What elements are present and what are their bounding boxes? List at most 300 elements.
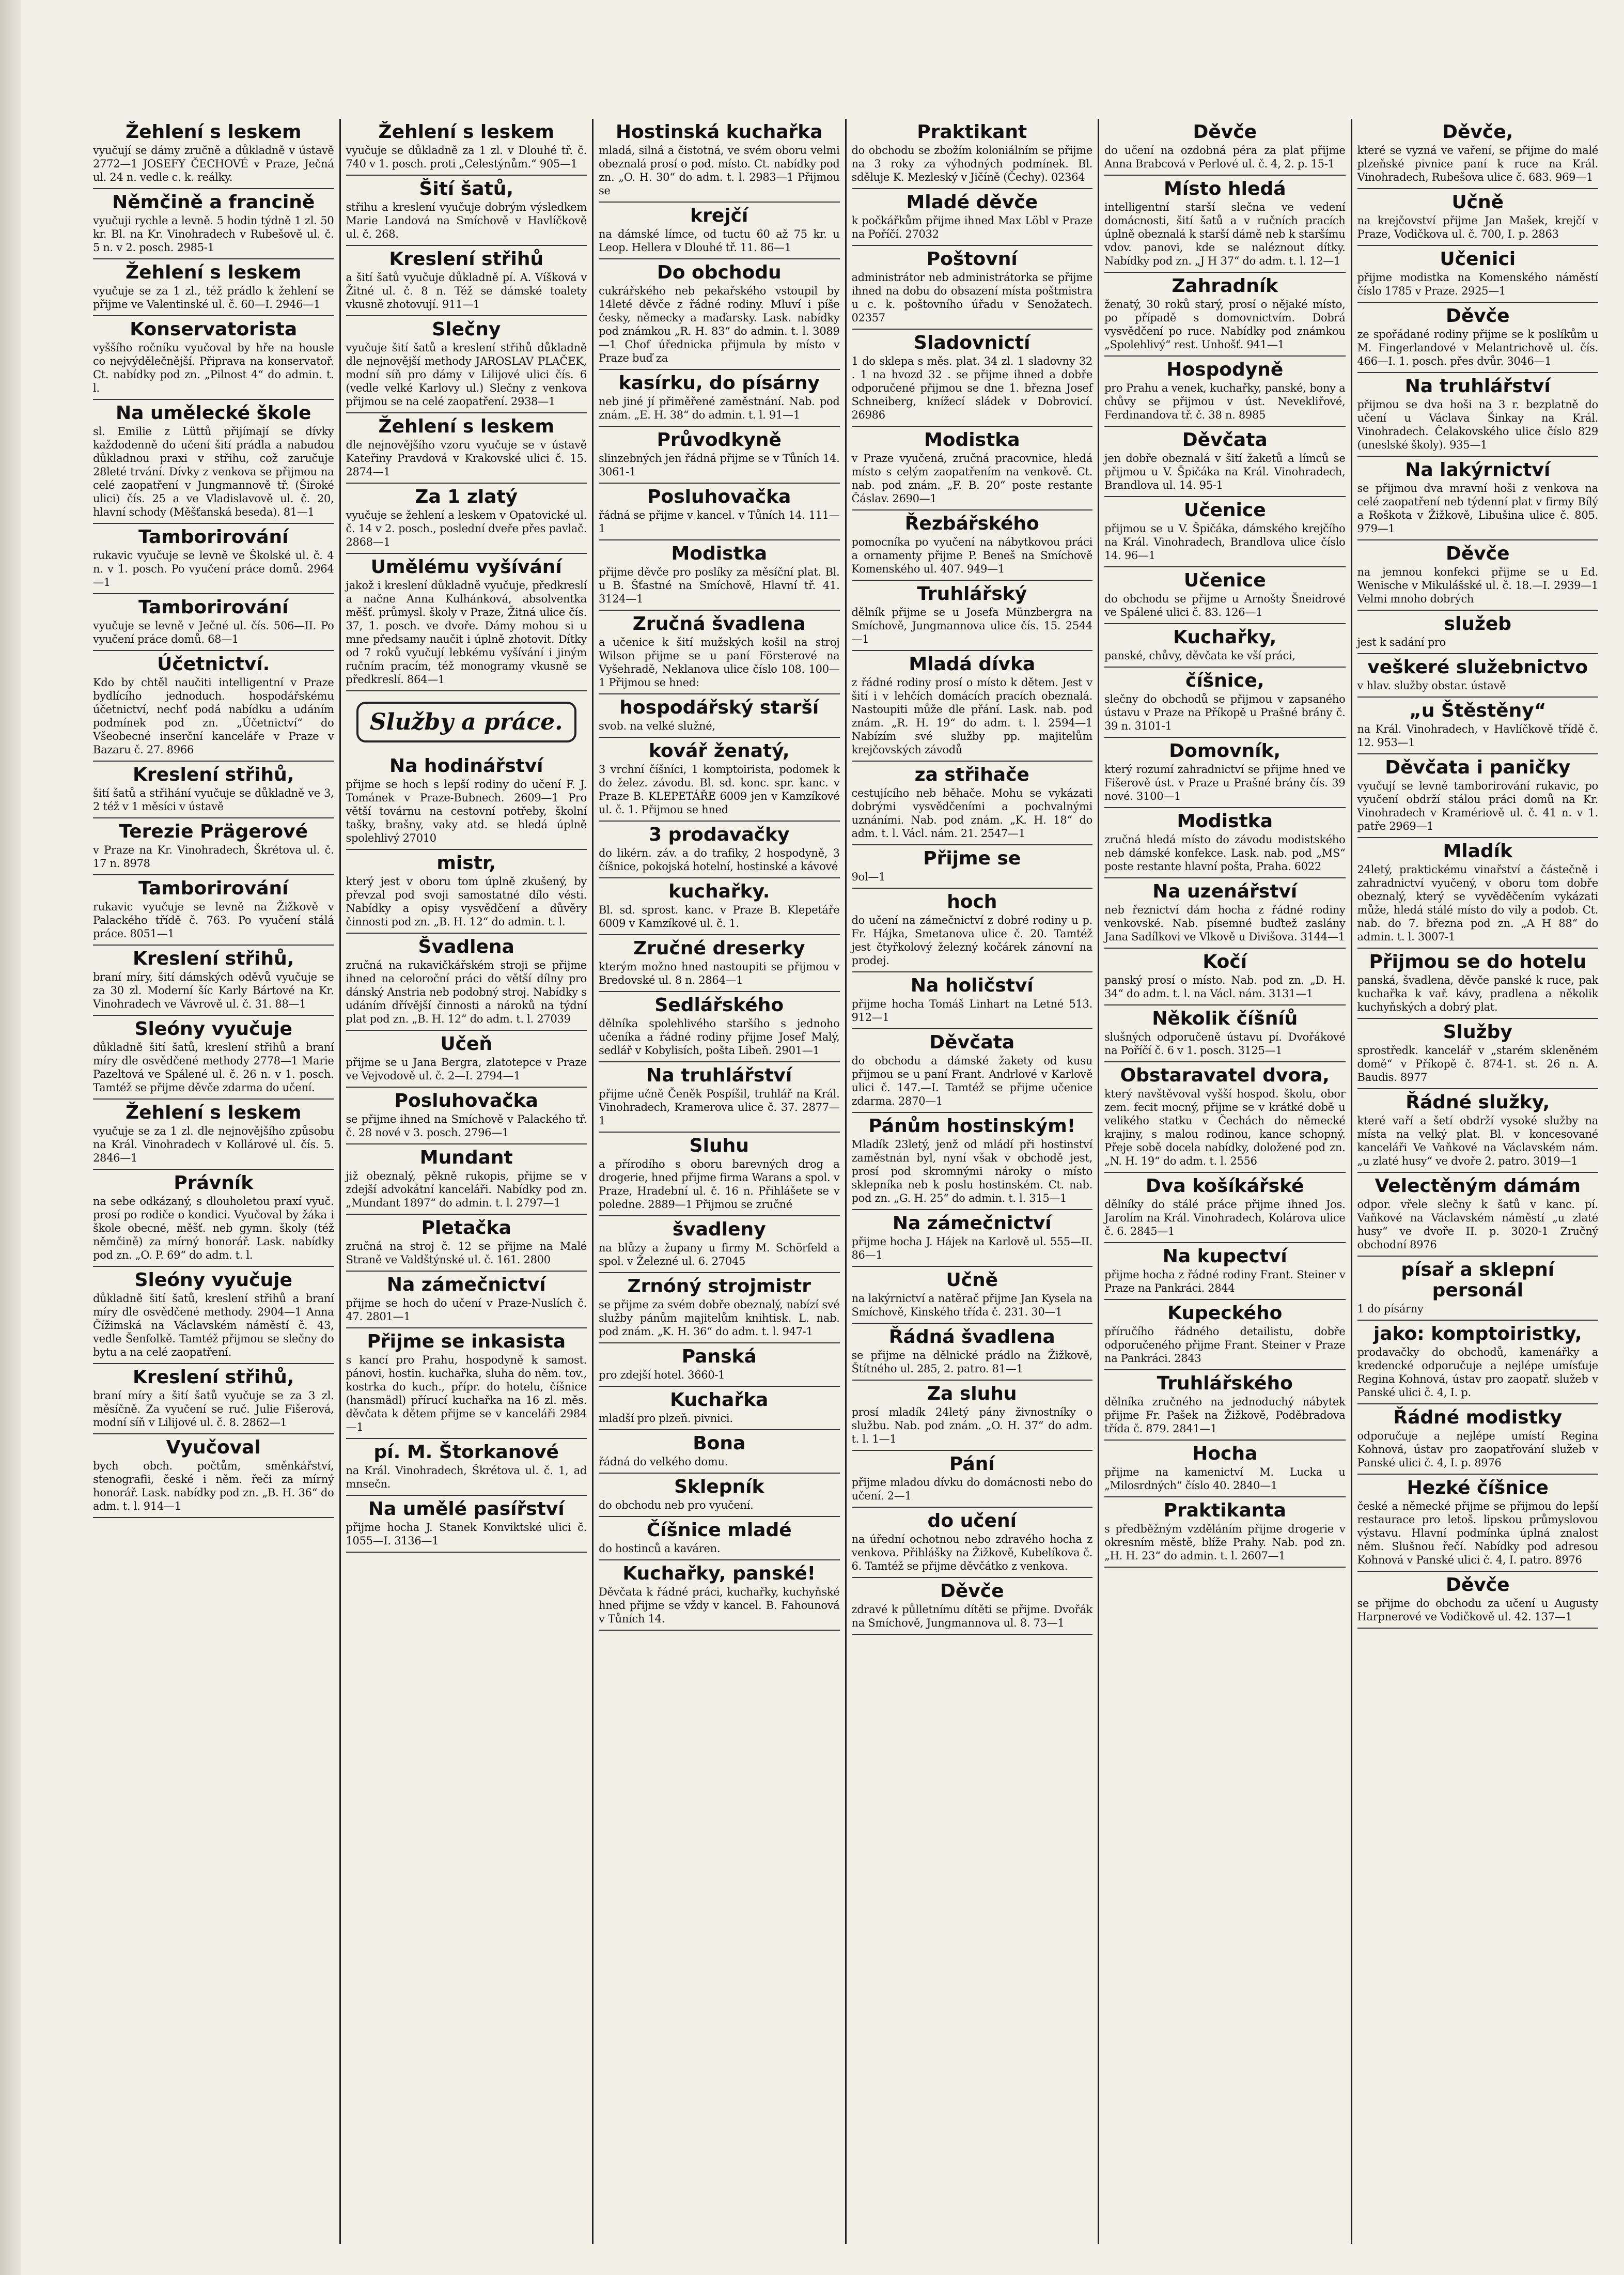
ad-heading: Děvčata — [1182, 429, 1268, 451]
ad-heading: Hostinská kuchařka — [616, 121, 823, 143]
ad-body: který jest v oboru tom úplně zkušený, by převzal pod svoji samostatné dílo vésti. Nabídky a opisy vysvědčení a důvěry činnosti pod zn. „B. H. 12“ do admin. t. l. — [346, 875, 587, 928]
ad-body: mladá, silná a čistotná, ve svém oboru velmi obeznalá prosí o pod. místo. Ct. nabídky pod zn. „O. H. 30“ do adm. t. l. 2983—1 Přijmou se — [599, 144, 840, 197]
classified-ad — [599, 611, 840, 694]
classified-ad — [1357, 1572, 1599, 1629]
ad-body: svob. na velké služné, — [599, 720, 715, 732]
ad-heading: hoch — [947, 891, 997, 912]
classified-ad — [93, 1100, 334, 1170]
classified-ad — [93, 524, 334, 594]
classified-ad — [852, 1029, 1093, 1113]
ad-body: dělníka spolehlivého staršího s jednoho učeníka a řádné rodiny přijme Josef Malý, sedlář v Kobylisích, pošta Libeň. 2901—1 — [599, 1017, 840, 1057]
ad-heading: Na zámečnictví — [386, 1274, 546, 1295]
ad-body: se přijme do obchodu za učení u Augusty Harpnerové ve Vodičkově ul. 42. 137—1 — [1357, 1597, 1598, 1623]
column-4 — [847, 119, 1100, 2244]
ad-body: Děvčata k řádné práci, kuchařky, kuchyňské hned přijme se vždy v kancel. B. Fahounová v Tůních 14. — [599, 1586, 840, 1625]
ad-body: a šití šatů vyučuje důkladně pí. A. Víšková v Žitné ul. č. 8 n. Též se dámské toalety vkusně zhotovují. 911—1 — [346, 271, 587, 311]
ad-body: přijme hocha J. Stanek Konviktské ulici č. 1055—I. 3136—1 — [346, 1521, 587, 1547]
ad-heading: Modistka — [924, 429, 1020, 451]
classified-ad — [1357, 540, 1599, 611]
ad-heading: Na truhlářství — [1404, 376, 1551, 397]
classified-ad — [1357, 1321, 1599, 1404]
ad-heading: Konservatorista — [130, 319, 298, 340]
ad-body: důkladně šití šatů, kreslení střihů a braní míry dle osvědčené methody 2778—1 Marie Pazeltová ve Spálené ul. č. 26 n. v 1. posch. Tamtéž se přijme děvče zdarma do učení. — [93, 1041, 334, 1094]
classified-ad — [599, 1273, 840, 1343]
ad-heading: Zručné dreserky — [633, 938, 805, 959]
classified-ad — [93, 1016, 334, 1100]
ad-body: 1 do písárny — [1357, 1303, 1424, 1315]
ad-heading: Posluhovačka — [647, 486, 791, 507]
ad-body: 1 do sklepa s měs. plat. 34 zl. 1 sladovny 32 . 1 na hvozd 32 . se přijme ihned a dobře odporučené přijmou se dne 1. března Josef Schneiberg, knížecí sládek v Dobrovicí. 26986 — [851, 355, 1092, 421]
ad-heading: Zahradník — [1172, 275, 1278, 297]
classified-ad — [93, 594, 334, 651]
classified-ad — [346, 1496, 587, 1553]
ad-body: ze spořádané rodiny přijme se k poslíkům u M. Fingerlandové v Melantrichově ul. čís. 466—I. 1. posch. přes dvůr. 3046—1 — [1357, 328, 1598, 367]
ad-body: Kdo by chtěl naučiti intelligentní v Praze bydlícího jednoduch. hospodářskému účetnictví, nechť podá nabídku a udáním podmínek pod zn. „Účetnictví“ do Všeobecné inserční kanceláře v Praze v Bazaru č. 27. 8966 — [93, 676, 334, 756]
ad-body: do učení na ozdobná péra za plat přijme Anna Brabcová v Perlové ul. č. 4, 2. p. 15-1 — [1104, 144, 1346, 170]
ad-heading: krejčí — [690, 205, 748, 226]
ad-heading: Kreslení střihů, — [133, 1367, 294, 1388]
ad-body: panský prosí o místo. Nab. pod zn. „D. H. 34“ do adm. t. l. na Václ. nám. 3131—1 — [1104, 974, 1346, 1000]
ad-body: do hostinců a kaváren. — [599, 1542, 721, 1555]
ad-body: neb jiné jí přiměřené zaměstnání. Nab. pod znám. „E. H. 38“ do admin. t. l. 91—1 — [599, 395, 840, 421]
ad-body: do obchodu se zbožím koloniálním se přijme na 3 roky za výhodných podmínek. Bl. sděluje K. Mezleský v Jičíně (Čechy). 02364 — [851, 144, 1092, 183]
classified-ad — [599, 1216, 840, 1273]
ad-body: na sebe odkázaný, s dlouholetou praxí vyuč. prosí po rodiče o kondici. Vyučoval by žáka i škole obecné, měšť. neb gymn. školy (též němčině) za mírný honorář. Lask. nabídky pod zn. „O. P. 69“ do adm. t. l. — [93, 1195, 334, 1261]
ad-body: na úřední ochotnou nebo zdravého hocha z venkova. Přihlášky na Žižkově, Kubelíkova č. 6. Tamtéž se přijme děvčátko z venkova. — [851, 1533, 1092, 1572]
ad-body: řádná do velkého domu. — [599, 1456, 728, 1468]
ad-heading: Žehlení s leskem — [126, 262, 302, 283]
ad-heading: Děvče, — [1442, 121, 1513, 143]
ad-heading: Posluhovačka — [394, 1090, 538, 1111]
classified-ad — [1104, 878, 1346, 949]
ad-heading: písař a sklepní personál — [1401, 1259, 1555, 1301]
classified-ad — [599, 119, 840, 203]
ad-body: se přijmou dva mravní hoši z venkova na celé zaopatření neb týdenní plat v firmy Bílý a Roškota v Žižkově, Libušina ulice č. 805. 979—1 — [1357, 482, 1598, 535]
ad-heading: Sleóny vyučuje — [134, 1270, 292, 1291]
classified-ad — [93, 316, 334, 400]
ad-body: se přijme na dělnické prádlo na Žižkově, Štítného ul. 285, 2. patro. 81—1 — [851, 1349, 1092, 1375]
ad-body: přijme hocha z řádné rodiny Frant. Steiner v Praze na Pankráci. 2844 — [1104, 1268, 1346, 1294]
classified-ad — [852, 1578, 1093, 1635]
classified-ad — [1104, 624, 1346, 668]
ad-heading: Švadlena — [418, 936, 514, 957]
classified-ad — [599, 1517, 840, 1560]
classified-ad — [1357, 1475, 1599, 1572]
ad-body: přijmou se u V. Špičáka, dámského krejčího na Král. Vinohradech, Brandlova ulice číslo 14. 96—1 — [1104, 522, 1346, 562]
column-2 — [341, 119, 594, 2244]
classified-ad — [93, 1364, 334, 1434]
ad-body: cestujícího neb běhače. Mohu se vykázati dobrými vysvědčeními a pochvalnými uznáními. Nab. pod znám. „K. H. 18“ do adm. t. l. Václ. nám. 21. 2547—1 — [851, 787, 1092, 840]
ad-heading: Na uzenářství — [1152, 881, 1298, 902]
classified-ad — [93, 189, 334, 259]
classified-ad — [1357, 303, 1599, 373]
ad-body: jen dobře obeznalá v šití žaketů a límců se přijmou u V. Špičáka na Král. Vinohradech, Brandlova ul. 14. 95-1 — [1104, 452, 1346, 491]
classified-ad — [852, 1451, 1093, 1508]
classified-ad — [346, 934, 587, 1031]
column-5 — [1099, 119, 1352, 2244]
classified-ad — [93, 875, 334, 946]
ad-body: slinzebných jen řádná přijme se v Tůních 14. 3061-1 — [599, 452, 840, 478]
classified-ad — [1104, 1005, 1346, 1062]
ad-heading: Přijme se inkasista — [367, 1331, 566, 1352]
classified-ad — [852, 119, 1093, 189]
ad-body: kterým možno hned nastoupiti se přijmou v Bredovské ul. 8 n. 2864—1 — [599, 961, 840, 986]
ad-heading: kovář ženatý, — [648, 740, 790, 762]
ad-body: sprostředk. kancelář v „starém skleněném domě“ v Příkopě č. 874-1. st. 26 n. A. Baudis. 8977 — [1357, 1044, 1598, 1084]
ad-heading: Děvče — [1445, 305, 1510, 327]
ad-heading: Děvče — [1193, 121, 1257, 143]
classified-ad — [1357, 1019, 1599, 1089]
ad-heading: Řádné služky, — [1406, 1092, 1550, 1113]
ad-heading: Šití šatů, — [419, 178, 514, 199]
classified-ad — [852, 1381, 1093, 1451]
classified-ad — [1104, 119, 1346, 176]
ad-body: braní míry a šití šatů vyučuje se za 3 zl. měsíčně. Za vyučení se ruč. Julie Fišerová, modní síň v Lilijové ul. č. 8. 2862—1 — [93, 1389, 334, 1429]
classified-ad — [599, 1387, 840, 1430]
classified-ad — [852, 845, 1093, 889]
ad-heading: Na hodinářství — [389, 755, 543, 777]
classified-ad — [852, 510, 1093, 581]
ad-heading: Za 1 zlatý — [415, 486, 518, 507]
ad-heading: Děvčata i paničky — [1385, 757, 1571, 778]
ad-body: na Král. Vinohradech, v Havlíčkově třídě č. 12. 953—1 — [1357, 723, 1598, 749]
ad-heading: Němčině a francině — [112, 192, 315, 213]
ad-body: přijme hocha Tomáš Linhart na Letné 513. 912—1 — [851, 998, 1092, 1024]
ad-body: se přijme za svém dobře obeznalý, nabízí své služby pánům majitelům knihtisk. L. nab. pod znám. „K. H. 36“ do adm. t. l. 947-1 — [599, 1298, 840, 1338]
classified-ad — [1357, 119, 1599, 189]
ad-heading: Číšnice mladé — [646, 1520, 792, 1541]
ad-body: do učení na zámečnictví z dobré rodiny u p. Fr. Hájka, Smetanova ulice č. 20. Tamtéž jest čtyřkolový železný kočárek zánovní na prodej. — [851, 914, 1092, 967]
ad-heading: Pání — [949, 1453, 995, 1475]
ad-heading: Sluhu — [689, 1135, 749, 1156]
ad-body: na Král. Vinohradech, Škrétova ul. č. 1, ad mnsečn. — [346, 1464, 587, 1490]
ad-heading: švadleny — [672, 1219, 766, 1240]
ad-heading: Řádné modistky — [1393, 1407, 1563, 1428]
classified-ad — [1104, 1441, 1346, 1497]
ad-heading: za střihače — [914, 764, 1029, 785]
ad-heading: Učenice — [1183, 500, 1266, 521]
ad-heading: Kreslení střihů, — [133, 948, 294, 969]
ad-heading: Mladá dívka — [909, 654, 1036, 675]
ad-heading: Na umělecké škole — [116, 403, 311, 424]
ad-body: 9ol—1 — [851, 871, 886, 883]
classified-ad — [346, 1031, 587, 1088]
classified-ad — [1357, 1257, 1599, 1321]
ad-heading: Slečny — [432, 319, 501, 340]
classified-ad — [599, 1133, 840, 1216]
ad-body: zdravé k půlletnímu dítěti se přijme. Dvořák na Smíchově, Jungmannova ul. 8. 73—1 — [851, 1603, 1092, 1629]
ad-heading: Zručná švadlena — [632, 613, 806, 634]
classified-ad — [1357, 1173, 1599, 1257]
ad-heading: Žehlení s leskem — [126, 121, 302, 143]
classified-ad — [1357, 654, 1599, 698]
ad-body: přijme modistka na Komenského náměstí číslo 1785 v Praze. 2925—1 — [1357, 271, 1598, 297]
ad-body: zručná na rukavičkářském stroji se přijme ihned na celoroční práci do větší dílny pro dánský Anstria neb podobný stroj. Nabídky s udáním dřívější činnosti a nároků na týdní plat pod zn. „B. H. 12“ do adm. t. l. 27039 — [346, 959, 587, 1025]
ad-body: vyučují se levně tamborirování rukavic, po vyučení obdrží stálou práci domů na Kr. Vinohradech v Kramériově ul. č. 41 n. v 1. patře 2969—1 — [1357, 780, 1598, 832]
ad-body: vyučuje se za 1 zl., též prádlo k žehlení se přijme ve Valentinské ul. č. 60—I. 2946—1 — [93, 285, 334, 311]
ad-body: šití šatů a střihání vyučuje se důkladně ve 3, 2 též v 1 měsíci v ústavě — [93, 787, 334, 813]
column-1 — [88, 119, 341, 2244]
ad-body: přijme mladou dívku do domácnosti nebo do učení. 2—1 — [851, 1476, 1092, 1502]
ad-heading: Na holičství — [910, 975, 1034, 996]
ad-body: prodavačky do obchodů, kamenářky a kredencké odporučuje a nejlépe umísťuje Regina Kohnová, ústav pro zaopatř. služeb v Panské ulici č. 4, I. p. — [1357, 1346, 1598, 1399]
ad-body: vyučuje se levně v Ječné ul. čís. 506—II. Po vyučení práce domů. 68—1 — [93, 620, 334, 645]
ad-heading: Děvče — [1445, 1574, 1510, 1596]
ad-heading: Hocha — [1192, 1443, 1258, 1464]
classified-ad — [1357, 457, 1599, 540]
ad-heading: Pletačka — [421, 1217, 511, 1239]
ad-heading: Žehlení s leskem — [378, 416, 554, 437]
ad-body: k počkářkům přijme ihned Max Löbl v Praze na Poříčí. 27032 — [851, 214, 1092, 240]
classified-ad — [599, 992, 840, 1062]
ad-heading: Učenice — [1183, 570, 1266, 591]
ad-body: prosí mladík 24letý pány živnostníky o službu. Nab. pod znám. „O. H. 37“ do adm. t. l. 1—1 — [851, 1406, 1092, 1445]
ad-heading: kuchařky. — [668, 881, 770, 902]
ad-heading: Mladé děvče — [906, 192, 1038, 213]
ad-heading: Za sluhu — [927, 1383, 1017, 1404]
classified-ad — [599, 484, 840, 540]
ad-heading: Řádná švadlena — [888, 1326, 1055, 1348]
ad-body: které se vyzná ve vaření, se přijme do malé plzeňské pivnice paní k ruce na Král. Vinohradech, Rubešova ulice č. 683. 969—1 — [1357, 144, 1598, 183]
classified-ad — [599, 822, 840, 878]
classified-ad — [1104, 668, 1346, 738]
ad-heading: Účetnictví. — [157, 654, 270, 675]
ad-body: střihu a kreslení vyučuje dobrým výsledkem Marie Landová na Smíchově v Havlíčkově ul. č. 268. — [346, 201, 587, 240]
ad-heading: jako: komptoiristky, — [1373, 1323, 1582, 1344]
ad-body: vyučuje se žehlení a leskem v Opatovické ul. č. 14 v 2. posch., poslední dveře přes pavlač. 2868—1 — [346, 509, 587, 548]
ad-heading: Kočí — [1203, 951, 1247, 972]
classified-ad — [599, 1430, 840, 1474]
ad-body: odpor. vřele slečny k šatů v kanc. pí. Vaňkové na Václavském náměstí „u zlaté husy“ ve dvoře II. p. 3020-1 Zručný obchodní 8976 — [1357, 1198, 1598, 1251]
classified-ad — [346, 246, 587, 316]
ad-heading: Praktikant — [917, 121, 1027, 143]
ad-heading: Místo hledá — [1163, 178, 1286, 199]
classified-ad — [1104, 1243, 1346, 1300]
classified-ad — [346, 316, 587, 413]
ad-body: dělníka zručného na jednoduchý nábytek přijme Fr. Pašek na Žižkově, Poděbradova třída č. 879. 2841—1 — [1104, 1396, 1346, 1435]
classified-ad — [852, 1113, 1093, 1210]
ad-body: dle nejnovějšího vzoru vyučuje se v ústavě Kateřiny Pravdová v Krakovské ulici č. 15. 2874—1 — [346, 439, 587, 478]
classified-ad — [852, 1324, 1093, 1381]
ad-heading: Sedlářského — [654, 995, 784, 1016]
ad-heading: do učení — [927, 1510, 1017, 1531]
classified-ad — [1357, 949, 1599, 1019]
ad-body: přijme se hoch s lepší rodiny do učení F. J. Tománek v Praze-Bubnech. 2609—1 Pro větší továrnu na cestovní potřeby, školní tašky, brašny, vaky atd. se hledá úplně spolehlivý 27010 — [346, 778, 587, 844]
classified-ad — [599, 203, 840, 259]
ad-body: přijme se u Jana Bergra, zlatotepce v Praze ve Vejvodově ul. č. 2—I. 2794—1 — [346, 1056, 587, 1082]
ad-body: řádná se přijme v kancel. v Tůních 14. 111—1 — [599, 509, 840, 535]
ad-heading: Žehlení s leskem — [126, 1102, 302, 1123]
classified-ad — [852, 1210, 1093, 1267]
ad-heading: Poštovní — [926, 249, 1018, 270]
classified-ad — [93, 1434, 334, 1518]
ad-heading: Přijme se — [923, 848, 1021, 869]
ad-heading: Tamborirování — [138, 527, 289, 548]
ad-body: již obeznalý, pěkně rukopis, přijme se v zdejší advokátní kanceláři. Nabídky pod zn. „Mundant 1897“ do admin. t. l. 2797—1 — [346, 1170, 587, 1209]
classified-ad — [93, 400, 334, 524]
ad-heading: Děvče — [940, 1581, 1004, 1602]
classified-ad — [1357, 754, 1599, 838]
classified-ad — [599, 259, 840, 370]
ad-heading: Řezbářského — [904, 513, 1039, 534]
ad-body: se přijme ihned na Smíchově v Palackého tř. č. 28 nové v 3. posch. 2796—1 — [346, 1113, 587, 1139]
classified-ad — [1357, 246, 1599, 303]
ad-heading: Praktikanta — [1163, 1500, 1286, 1521]
ad-heading: Tamborirování — [138, 878, 289, 899]
ad-body: přijme učně Čeněk Pospíšil, truhlář na Král. Vinohradech, Kramerova ulice č. 37. 2877—1 — [599, 1088, 840, 1127]
ad-body: vyučují se dámy zručně a důkladně v ústavě 2772—1 JOSEFY ČECHOVÉ v Praze, Ječná ul. 24 n. vedle c. k. reálky. — [93, 144, 334, 183]
ad-body: neb řeznictví dám hocha z řádné rodiny venkovské. Nab. písemné buďtež zaslány Jana Sadílkovi ve Vlkově u Divišova. 3144—1 — [1104, 904, 1346, 943]
ad-heading: Hezké číšnice — [1407, 1477, 1549, 1498]
ad-heading: 3 prodavačky — [649, 824, 790, 845]
ad-body: v Praze na Kr. Vinohradech, Škrétova ul. č. 17 n. 8978 — [93, 844, 334, 870]
classified-ad — [852, 427, 1093, 510]
ad-body: vyučuje se za 1 zl. dle nejnovějšího způsobu na Král. Vinohradech v Kollárové ul. čís. 5. 2846—1 — [93, 1125, 334, 1164]
ad-body: vyučuje se důkladně za 1 zl. v Dlouhé tř. č. 740 v 1. posch. proti „Celestýnům.“ 905—1 — [346, 144, 587, 170]
ad-body: v hlav. služby obstar. ústavě — [1357, 679, 1506, 692]
ad-body: dělník přijme se u Josefa Münzbergra na Smíchově, Jungmannova ulice čís. 15. 2544—1 — [851, 606, 1092, 645]
classified-ad — [1104, 1173, 1346, 1243]
ad-body: pomocníka po vyučení na nábytkovou práci a ornamenty přijme P. Beneš na Smíchově Komenského ul. 407. 949—1 — [851, 536, 1092, 575]
ad-heading: Modistka — [671, 543, 768, 564]
classified-ad — [1357, 838, 1599, 949]
ad-body: na jemnou konfekci přijme se u Ed. Wenische v Mikulášské ul. č. 18.—I. 2939—1 Velmi mnoho dobrých — [1357, 566, 1598, 605]
ad-heading: Velectěným dámám — [1375, 1175, 1581, 1197]
ad-body: vyššího ročníku vyučoval by hře na housle co nejvýdělečnější. Připrava na konservatoř. Ct. nabídky pod zn. „Pilnost 4“ do admin. t. l. — [93, 342, 334, 394]
ad-heading: Do obchodu — [657, 262, 782, 283]
ad-body: panská, švadlena, děvče panské k ruce, pak kuchařka k vař. kávy, pradlena a několik kuchyňských a dobrý plat. — [1357, 974, 1598, 1013]
ad-heading: Umělému vyšívání — [370, 556, 562, 578]
classified-ad — [1104, 1300, 1346, 1370]
classified-ad — [1104, 176, 1346, 273]
classified-ad — [346, 554, 587, 691]
ad-heading: Bona — [693, 1433, 746, 1454]
ad-heading: Kuchařka — [670, 1389, 769, 1411]
ad-body: na lakýrnictví a natěrač přijme Jan Kysela na Smíchově, Kinského třída č. 231. 30—1 — [851, 1292, 1092, 1318]
classified-ad — [599, 1343, 840, 1387]
classified-ad — [346, 176, 587, 246]
ad-body: rukavic vyučuje se levně na Žižkově v Palackého třídě č. 763. Po vyučení stálá práce. 8051—1 — [93, 901, 334, 940]
classified-ad — [93, 119, 334, 189]
classified-ad — [346, 753, 587, 850]
classified-ad — [599, 427, 840, 484]
ad-heading: Obstaravatel dvora, — [1120, 1065, 1330, 1086]
ad-heading: Na zámečnictví — [892, 1213, 1052, 1234]
ad-heading: Učenici — [1440, 249, 1516, 270]
classified-ad — [1357, 1404, 1599, 1475]
classified-ad — [346, 119, 587, 176]
ad-heading: Panská — [681, 1346, 757, 1367]
ad-heading: Mundant — [419, 1147, 513, 1168]
ad-body: Bl. sd. sprost. kanc. v Praze B. Klepetáře 6009 v Kamzíkové ul. č. 1. — [599, 904, 840, 930]
ad-body: v Praze vyučená, zručná pracovnice, hledá místo s celým zaopatřením na venkově. Ct. nab. pod znám. „F. B. 20“ poste restante Čáslav. 2690—1 — [851, 452, 1092, 505]
ad-body: a přírodího s oboru barevných drog a drogerie, hned přijme firma Warans a spol. v Praze, Hradební ul. č. 16 n. Přihlášete se v poledne. 2889—1 Přijmou se zručné — [599, 1158, 840, 1211]
ad-heading: Přijmou se do hotelu — [1369, 951, 1587, 972]
classified-ad — [1104, 1062, 1346, 1173]
ad-body: slušných odporučeně ústavu pí. Dvořákové na Poříčí č. 6 v 1. posch. 3125—1 — [1104, 1031, 1346, 1057]
classified-ad — [852, 762, 1093, 845]
ad-heading: Kreslení střihů — [389, 249, 544, 270]
classified-ad — [346, 850, 587, 934]
ad-heading: Právník — [174, 1172, 254, 1194]
ad-heading: „u Štěstěny“ — [1409, 700, 1547, 721]
classified-ad — [346, 484, 587, 554]
classified-columns — [88, 119, 1603, 2244]
ad-heading: Kuchařky, — [1173, 627, 1277, 648]
ad-body: odporučuje a nejlépe umístí Regina Kohnová, ústav pro zaopatřování služeb v Panské ulici č. 4, I. p. 8976 — [1357, 1430, 1598, 1469]
classified-ad — [852, 972, 1093, 1029]
ad-body: které vaří a šetí obdrží vysoké služby na místa na velký plat. Bl. v koncesované kanceláři Ve Vaňkové na Václavském nám. „u zlaté husy“ ve dvoře 2. patro. 3019—1 — [1357, 1115, 1598, 1167]
classified-ad — [599, 738, 840, 822]
classified-ad — [1357, 373, 1599, 457]
ad-body: jest k sadání pro — [1357, 636, 1446, 648]
classified-ad — [852, 581, 1093, 651]
ad-body: na blůzy a župany u firmy M. Schörfeld a spol. v Železné ul. 6. 27045 — [599, 1242, 840, 1267]
classified-ad — [852, 246, 1093, 330]
ad-heading: Dva košíkářské — [1146, 1175, 1304, 1197]
ad-body: sl. Emilie z Lüttů přijímají se dívky každodenně do učení šití prádla a nabudou důkladnou praxi v střihu, což zaručuje 28leté trvání. Dívky z venkova se přijmou na celé zaopatření v Jungmannově tř. (Široké ulici) čís. 25 a ve Vladislavově ul. č. 20, hlavní schody (Měšťanská beseda). 81—1 — [93, 425, 334, 518]
ad-heading: Na kupectví — [1162, 1246, 1287, 1267]
ad-body: do likérn. záv. a do trafiky, 2 hospodyně, 3 číšnice, pokojská hotelní, hostinské a kávové — [599, 847, 840, 873]
classified-ad — [599, 370, 840, 427]
ad-heading: Na truhlářství — [646, 1065, 792, 1086]
ad-body: na krejčovství přijme Jan Mašek, krejčí v Praze, Vodičkova ul. č. 700, I. p. 2863 — [1357, 214, 1598, 240]
ad-body: důkladně šití šatů, kreslení střihů a braní míry dle osvědčené methody. 2904—1 Anna Čížimská na Václavském náměstí č. 43, vedle Šenfolkě. Tamtéž přijmou se slečny do bytu a na celé zaopatření. — [93, 1292, 334, 1358]
ad-heading: Sklepník — [674, 1476, 764, 1497]
ad-heading: Truhlářského — [1157, 1373, 1293, 1394]
classified-ad — [1104, 497, 1346, 567]
classified-ad — [852, 330, 1093, 427]
ad-body: zručná na stroj č. 12 se přijme na Malé Straně ve Valdštýnské ul. č. 161. 2800 — [346, 1240, 587, 1266]
ad-heading: Průvodkyně — [657, 429, 782, 451]
ad-heading: Děvče — [1445, 543, 1510, 564]
ad-body: přijme na kamenictví M. Lucka u „Milosrdných“ číslo 40. 2840—1 — [1104, 1466, 1346, 1492]
classified-ad — [1104, 357, 1346, 427]
classified-ad — [346, 1328, 587, 1439]
ad-body: s kancí pro Prahu, hospodyně k samost. pánovi, hostin. kuchařka, sluha do něm. tov., kostrka do kuch., přípr. do hotelu, číšnice (hansmädl) přírucí kuchařka na 16 zl. měs. děvčata k dětem přijme se v kanceláři 2984—1 — [346, 1354, 587, 1433]
ad-body: do obchodu a dámské žakety od kusu přijmou se u paní Frant. Andrlové v Karlově ulici č. 147.—I. Tamtéž se přijme učenice zdarma. 2870—1 — [851, 1055, 1092, 1107]
ad-heading: kasírku, do písárny — [618, 373, 820, 394]
ad-heading: Hospodyně — [1166, 359, 1284, 380]
classified-ad — [93, 762, 334, 818]
classified-ad — [1104, 808, 1346, 878]
classified-ad — [599, 878, 840, 935]
classified-ad — [599, 935, 840, 992]
classified-ad — [852, 1508, 1093, 1578]
classified-ad — [346, 413, 587, 484]
ad-body: přijmou se dva hoši na 3 r. bezplatně do učení u Václava Šinkay na Král. Vinohradech. Čelakovského ulice číslo 829 (uneslské školy). 935—1 — [1357, 398, 1598, 451]
ad-body: slečny do obchodů se přijmou v zapsaného ústavu v Praze na Příkopě u Prašné brány č. 39 n. 3101-1 — [1104, 693, 1346, 732]
classified-ad — [599, 694, 840, 738]
ad-body: pro zdejší hotel. 3660-1 — [599, 1369, 725, 1381]
classified-ad — [346, 1144, 587, 1215]
ad-heading: Učeň — [440, 1033, 493, 1055]
classified-ad — [1357, 189, 1599, 246]
ad-body: panské, chůvy, děvčata ke vší práci, — [1104, 649, 1295, 662]
classified-ad — [852, 189, 1093, 246]
ad-heading: Sleóny vyučuje — [134, 1018, 292, 1040]
ad-body: a učenice k šití mužských košil na stroj Wilson přijme se u paní Försterové na Vyšehradě, Neklanova ulice číslo 108. 100—1 Přijmou se hned: — [599, 636, 840, 689]
ad-heading: Služby — [1443, 1022, 1512, 1043]
classified-ad — [93, 1170, 334, 1267]
ad-body: 3 vrchní číšníci, 1 komptoirista, podomek k do želez. závodu. Bl. sd. konc. spr. kanc. v Praze B. KLEPETÁŘE 6009 jen v Kamzíkové ul. č. 1. Přijmou se hned — [599, 763, 840, 816]
ad-body: Mladík 23letý, jenž od mládí při hostinství zaměstnán byl, nyní však v obchodě jest, prosí pod skromnými nároky o místo sklepníka neb k poslu hostinském. Ct. nab. pod zn. „G. H. 25“ do admin. t. l. 315—1 — [851, 1138, 1092, 1204]
ad-body: přijme se hoch do učení v Praze-Nuslích č. 47. 2801—1 — [346, 1297, 587, 1323]
classified-ad — [599, 540, 840, 611]
ad-heading: Modistka — [1177, 811, 1273, 832]
ad-heading: Sladovnictí — [914, 332, 1030, 353]
classified-ad — [1357, 611, 1599, 654]
